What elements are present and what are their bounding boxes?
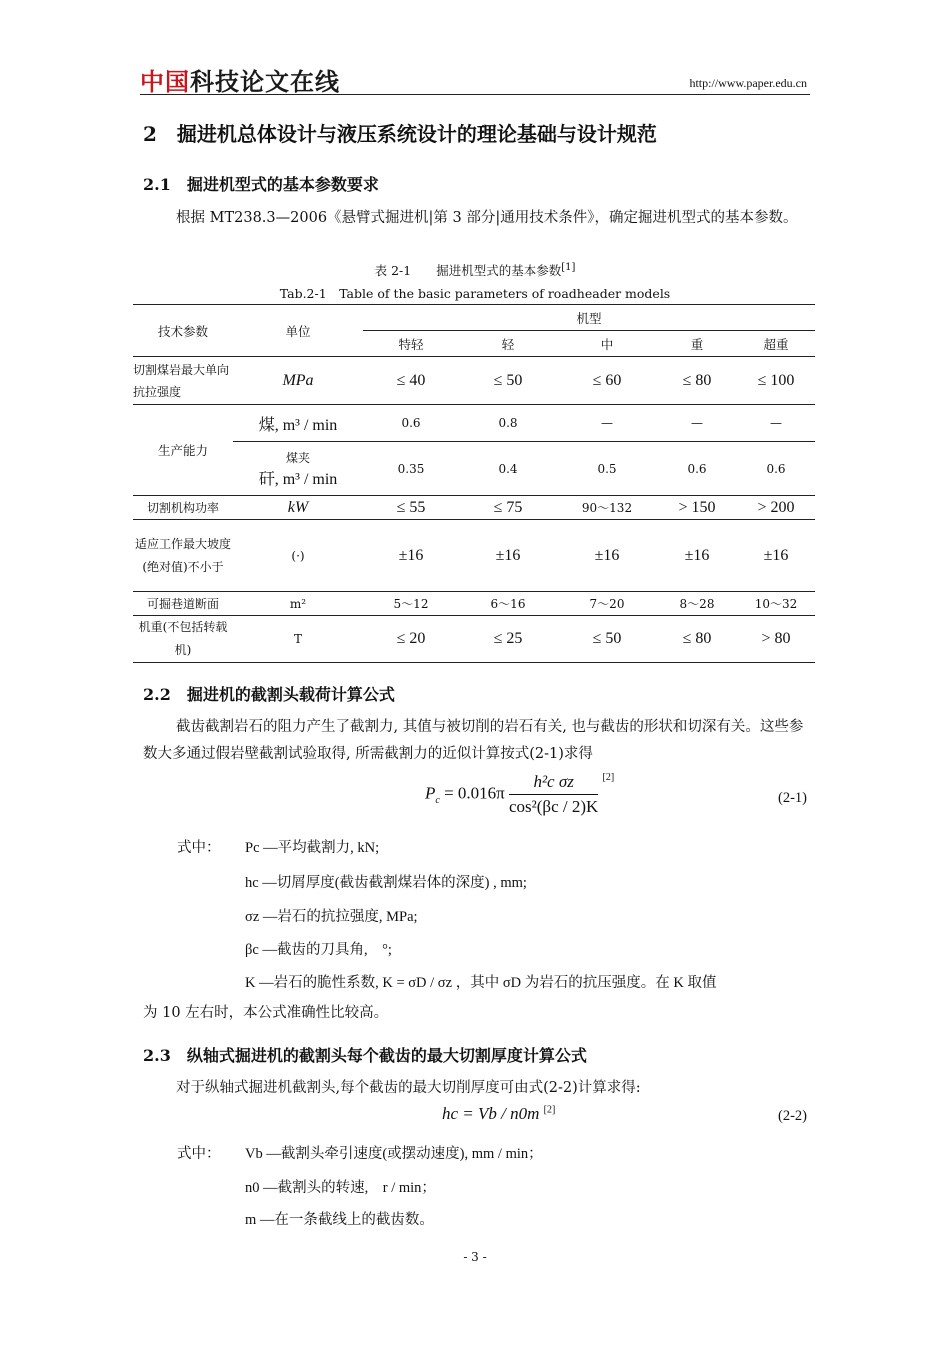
cell: — [737,405,815,442]
row-unit: (·) [233,520,363,592]
equation-number-2-2: (2-2) [778,1108,807,1124]
variable-definition: K —岩石的脆性系数, K = σD / σz ，其中 σD 为岩石的抗压强度。在 K 取值 [245,975,717,991]
cell: > 80 [737,616,815,663]
cell: 0.8 [459,405,557,442]
section-2-1-paragraph: 根据 MT238.3—2006《悬臂式掘进机|第 3 部分|通用技术条件》，确定掘进机型式的基本参数。 [176,210,798,226]
cell: ≤ 75 [459,496,557,520]
row-unit: T [233,616,363,663]
logo: 中国科技论文在线 [140,68,340,96]
cell: ±16 [459,520,557,592]
row-unit: 煤, m³ / min [233,405,363,442]
where-label: 式中： [177,840,221,856]
row-unit: m² [233,592,363,616]
table-caption-en: Tab.2-1 Table of the basic parameters of roadheader models [279,286,671,301]
cell: 5～12 [363,592,459,616]
variable-definition: Vb —截割头牵引速度(或摆动速度), mm / min； [245,1146,543,1162]
variable-definition: σz —岩石的抗拉强度, MPa; [245,909,418,925]
header-url[interactable]: http://www.paper.edu.cn [689,76,807,90]
model-col: 中 [557,331,657,357]
cell: 0.5 [557,442,657,496]
section-2-2-title: 2.2 掘进机的截割头载荷计算公式 [143,685,395,704]
formula-2-1: $P_c = 0.016\pi$ $\frac{\text{h²c σz}}{\text{cos²(βc / 2)K}}$ [2] [425,772,615,816]
cell: ≤ 50 [557,616,657,663]
parameters-table [133,304,815,663]
cell: ≤ 20 [363,616,459,663]
cell: 0.35 [363,442,459,496]
equation-number-2-1: (2-1) [778,790,807,806]
formula-2-2: hc = Vb / n0m [2] [442,1104,556,1123]
header-unit: 单位 [233,305,363,357]
model-col: 重 [657,331,737,357]
cell: ≤ 80 [657,616,737,663]
cell: ≤ 100 [737,357,815,405]
cell: — [557,405,657,442]
cell: ≤ 60 [557,357,657,405]
cell: ±16 [557,520,657,592]
cell: ±16 [657,520,737,592]
cell: 90～132 [557,496,657,520]
variable-definition: Pc —平均截割力, kN; [245,840,380,856]
section-2-1-title: 2.1 掘进机型式的基本参数要求 [143,175,379,194]
section-2-2-tail: 为 10 左右时，本公式准确性比较高。 [143,1005,389,1021]
header-rule [140,94,810,95]
model-col: 超重 [737,331,815,357]
header-model: 机型 [363,305,815,331]
variable-definition: βc —截齿的刀具角, °; [245,942,392,958]
cell: 10～32 [737,592,815,616]
cell: 8～28 [657,592,737,616]
section-2-3-title: 2.3 纵轴式掘进机的截割头每个截齿的最大切割厚度计算公式 [143,1046,587,1065]
cell: 0.4 [459,442,557,496]
cell: — [657,405,737,442]
cell: ±16 [363,520,459,592]
row-label: 切割煤岩最大单向抗拉强度 [133,357,233,405]
row-label: 适应工作最大坡度(绝对值)不小于 [133,520,233,592]
variable-definition: hc —切屑厚度(截齿截割煤岩体的深度) , mm; [245,875,527,891]
row-label: 可掘巷道断面 [133,592,233,616]
row-label: 机重(不包括转载机) [133,616,233,663]
variable-definition: m —在一条截线上的截齿数。 [245,1212,434,1228]
section-2-2-paragraph: 截齿截割岩石的阻力产生了截割力, 其值与被切削的岩石有关, 也与截齿的形状和切深有关。这些参数大多通过假岩壁截割试验取得, 所需截割力的近似计算按式(2-1)求得 [143,719,804,762]
cell: 0.6 [737,442,815,496]
cell: 7～20 [557,592,657,616]
cell: 0.6 [363,405,459,442]
row-unit: 煤夹 矸, m³ / min [233,442,363,496]
row-label: 生产能力 [133,405,233,496]
cell: > 200 [737,496,815,520]
cell: ±16 [737,520,815,592]
model-col: 特轻 [363,331,459,357]
section-2-title: 2 掘进机总体设计与液压系统设计的理论基础与设计规范 [143,122,657,146]
cell: 6～16 [459,592,557,616]
cell: 0.6 [657,442,737,496]
section-2-3-paragraph: 对于纵轴式掘进机截割头,每个截齿的最大切削厚度可由式(2-2)计算求得: [176,1080,641,1096]
table-caption-cn: 表 2-1 掘进机型式的基本参数[1] [374,261,576,278]
variable-definition: n0 —截割头的转速, r / min； [245,1180,436,1196]
row-unit: MPa [233,357,363,405]
header-param: 技术参数 [133,305,233,357]
where-label: 式中： [177,1146,221,1162]
cell: > 150 [657,496,737,520]
cell: ≤ 50 [459,357,557,405]
cell: ≤ 25 [459,616,557,663]
page-number: - 3 - [463,1250,487,1264]
row-unit: kW [233,496,363,520]
row-label: 切割机构功率 [133,496,233,520]
cell: ≤ 80 [657,357,737,405]
cell: ≤ 55 [363,496,459,520]
cell: ≤ 40 [363,357,459,405]
model-col: 轻 [459,331,557,357]
